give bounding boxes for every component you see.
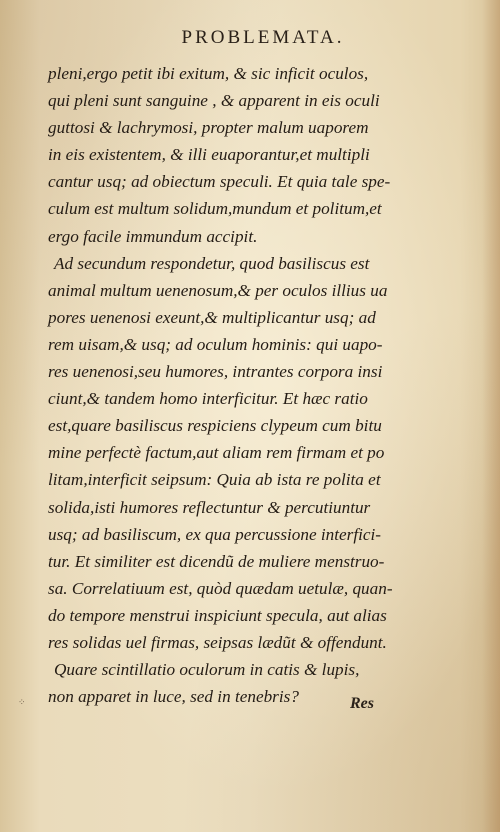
text-line: animal multum uenenosum,& per oculos illius ua (48, 280, 388, 300)
text-line: solida,isti humores reflectuntur & percutiuntur (48, 497, 371, 517)
text-line: non apparet in luce, sed in tenebris? (48, 687, 299, 707)
text-line: sa. Correlatiuum est, quòd quædam uetulæ, quan- (48, 578, 393, 598)
ink-marks: ⁘ (18, 698, 26, 708)
text-line: qui pleni sunt sanguine , & apparent in eis oculi (48, 91, 380, 111)
catchword: Res (350, 695, 374, 712)
running-head: PROBLEMATA. (181, 27, 345, 48)
text-line: pleni,ergo petit ibi exitum, & sic inficit oculos, (48, 64, 369, 83)
text-line: tur. Et similiter est dicendũ de muliere menstruo- (48, 551, 385, 571)
text-line: litam,interficit seipsum: Quia ab ista re polita et (48, 470, 381, 490)
text-line: res uenenosi,seu humores, intrantes corpora insi (48, 362, 383, 382)
text-line: mine perfectè factum,aut aliam rem firmam et po (48, 443, 385, 463)
text-line: pores uenenosi exeunt,& multiplicantur usq; ad (48, 307, 376, 327)
text-line: culum est multum solidum,mundum et politum,et (48, 199, 382, 219)
text-line: in eis existentem, & illi euaporantur,et multipli (48, 145, 370, 165)
page-edge-stain (482, 0, 500, 832)
text-line: est,quare basiliscus respiciens clypeum cum bitu (48, 416, 382, 436)
paragraph-start-line: Quare scintillatio oculorum in catis & lupis, (54, 660, 360, 680)
text-line: rem uisam,& usq; ad oculum hominis: qui uapo- (48, 334, 383, 354)
body-text (48, 60, 393, 710)
text-line: guttosi & lachrymosi, propter malum uaporem (48, 118, 369, 138)
text-line: cantur usq; ad obiectum speculi. Et quia tale spe- (48, 172, 391, 192)
text-line: res solidas uel firmas, seipsas lædũt & offendunt. (48, 632, 387, 652)
text-line: ciunt,& tandem homo interficitur. Et hæc ratio (48, 389, 368, 409)
text-line: do tempore menstrui inspiciunt specula, aut alias (48, 605, 387, 625)
paragraph-start-line: Ad secundum respondetur, quod basiliscus est (54, 253, 370, 273)
text-line: ergo facile immundum accipit. (48, 226, 258, 246)
text-line: usq; ad basiliscum, ex qua percussione interfici- (48, 524, 382, 544)
